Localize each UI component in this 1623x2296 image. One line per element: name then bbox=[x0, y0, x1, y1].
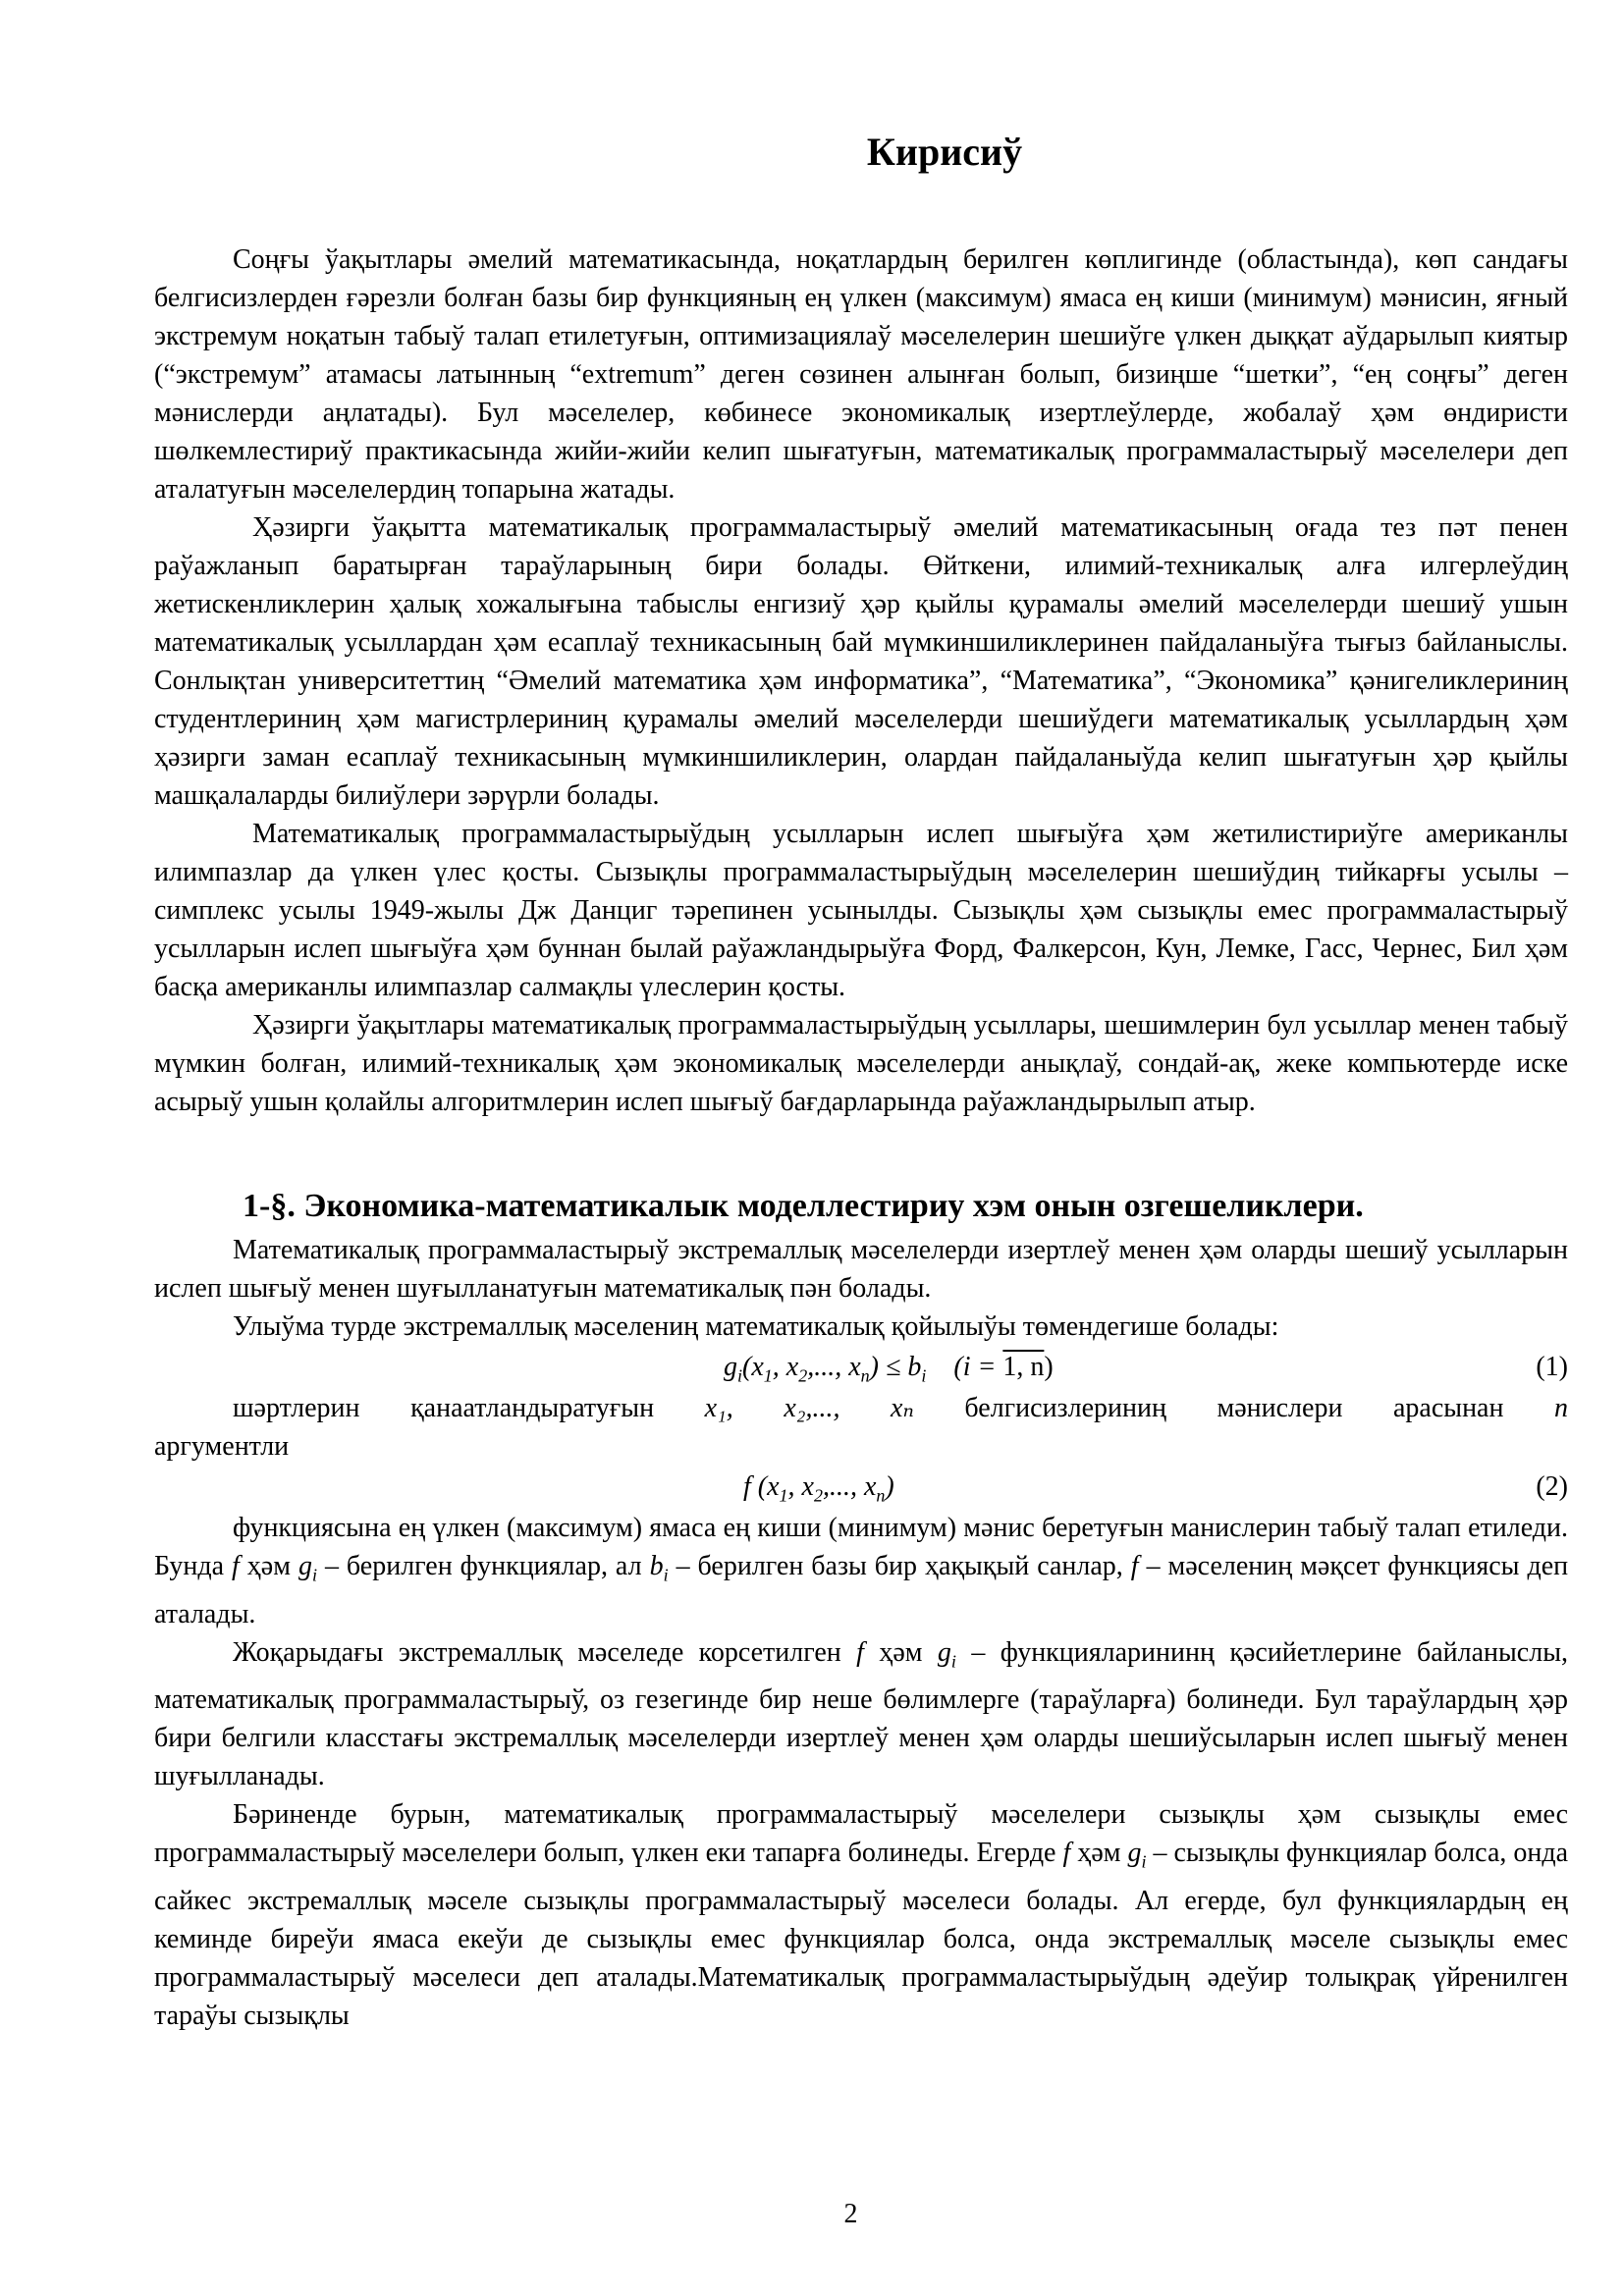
args-line: аргументли bbox=[154, 1431, 290, 1462]
intro-section bbox=[154, 240, 1568, 1121]
conditions-line: шәртлерин қанаатландыратуғын x₁, x₂,..., xₙ белгисизлериниң мәнислери арасынан n bbox=[233, 1393, 1569, 1423]
formula-1 bbox=[154, 1346, 1568, 1389]
intro-paragraph: Математикалық программаластырыўдың усылларын ислеп шығыўға ҳәм жетилистириўге американлы илимпазлар да үлкен үлес қосты. Сызықлы программаластырыўдың мәселелерин шешиўдиң тийкарғы усылы – симплекс усылы 1949-жылы Дж Данциг тәрепинен усынылды. Сызықлы ҳәм сызықлы емес программаластырыў усылларын ислеп шығыўға ҳәм буннан былай раўажландырыўға Форд, Фалкерсон, Кун, Лемке, Гасс, Чернес, Бил ҳәм басқа американлы илимпазлар салмақлы үлеслерин қосты. bbox=[154, 819, 1568, 1002]
formula-2 bbox=[154, 1466, 1568, 1509]
page-title: Кирисиў bbox=[866, 130, 1023, 174]
section-heading: 1-§. Экономика-математикалык моделлестириу хэм онын озгешеликлери. bbox=[243, 1188, 1364, 1224]
formula-2-expression: f ($x_1$, $x_2$,..., $x_n$) bbox=[743, 1471, 894, 1506]
page-number: 2 bbox=[843, 2199, 858, 2229]
section-paragraph: функциясына ең үлкен (максимум) ямаса ең киши (минимум) мәнис беретуғын манислерин табыў талап етиледи. Бунда f ҳәм $g_i$ – берилген функциялар, ал $b_i$ – берилген базы бир ҳақықый санлар, f – мәселениң мәқсет функциясы деп аталады. bbox=[154, 1513, 1569, 1629]
section-paragraph: Математикалық программаластырыў экстремаллық мәселелерди изертлеў менен ҳәм оларды шешиў усылларын ислеп шығыў менен шуғылланатуғын математикалық пән болады. bbox=[154, 1235, 1568, 1304]
formula-1-expression: $g_i(x_1$, $x_2$,..., $x_n) \le b_i$ (i = 1, n) bbox=[724, 1352, 1054, 1386]
intro-paragraph: Ҳәзирги ўақытлары математикалық программаластырыўдың усыллары, шешимлерин бул усыллар менен табыў мүмкин болған, илимий-техникалық ҳәм экономикалық мәселелерди анықлаў, сондай-ақ, жеке компьютерде иске асырыў ушын қолайлы алгоритмлерин ислеп шығыў бағдарларында раўажландырылып атыр. bbox=[154, 1010, 1568, 1117]
section-paragraph: Бәриненде бурын, математикалық программаластырыў мәселелери сызықлы ҳәм сызықлы емес программаластырыў мәселелери болып, үлкен еки тапарға болинеды. Егерде f ҳәм $g_i$ – сызықлы функциялар болса, онда сайкес экстремаллық мәселе сызықлы программаластырыў мәселеси болады. Ал егерде, бул функциялардың ең кеминде биреўи ямаса екеўи де сызықлы емес функциялар болса, онда экстремаллық мәселе сызықлы емес программаластырыў мәселеси деп аталады.Математикалық программаластырыўдың әдеўир толықрақ үйренилген тараўы сызықлы bbox=[154, 1799, 1569, 2031]
formula-2-number: (2) bbox=[1536, 1471, 1568, 1502]
formula-1-number: (1) bbox=[1536, 1352, 1568, 1382]
intro-paragraph: Соңғы ўақытлары әмелий математикасында, ноқатлардың берилген көплигинде (областында), көп сандағы белгисизлерден ғәрезли болған базы бир функцияның ең үлкен (максимум) ямаса ең киши (минимум) мәнисин, яғный экстремум ноқатын табыў талап етилетуғын, оптимизациялаў мәселелерин шешиўге үлкен дыққат аўдарылып киятыр (“экстремум” атамасы латынның “extremum” деген сөзинен алынған болып, бизиңше “шетки”, “ең соңғы” деген мәнислерди аңлатады). Бул мәселелер, көбинесе экономикалық изертлеўлерде, жобалаў ҳәм өндиристи шөлкемлестириў практикасында жийи-жийи келип шығатуғын, математикалық программаластырыў мәселелери деп аталатуғын мәселелердиң топарына жатады. bbox=[154, 244, 1568, 505]
intro-paragraph: Ҳәзирги ўақытта математикалық программаластырыў әмелий математикасының оғада тез пәт пенен раўажланып баратырған тараўларының бири болады. Өйткени, илимий-техникалық алға илгерлеўдиң жетискенликлерин ҳалық хожалығына табыслы енгизиў ҳәр қыйлы қурамалы әмелий мәселелерди шешиў ушын математикалық усыллардан ҳәм есаплаў техникасының бай мүмкиншиликлеринен пайдаланыўға тығыз байланыслы. Сонлықтан университеттиң “Әмелий математика ҳәм информатика”, “Математика”, “Экономика” қәнигеликлериниң студентлериниң ҳәм магистрлериниң қурамалы әмелий мәселелерди шешиўдеги математикалық усыллардың ҳәм ҳәзирги заман есаплаў техникасының мүмкиншиликлерин, олардан пайдаланыўда келип шығатуғын ҳәр қыйлы машқалаларды билиўлери зәрүрли болады. bbox=[154, 512, 1568, 811]
section-paragraph: Улыўма турде экстремаллық мәселениң математикалық қойылыўы төмендегише болады: bbox=[233, 1311, 1279, 1342]
section-paragraph: Жоқарыдағы экстремаллық мәселеде корсетилген f ҳәм $g_i$ – функцияларининң қәсийетлерине байланыслы, математикалық программаластырыў, оз гезегинде бир неше бөлимлерге (тараўларға) болинеди. Бул тараўлардың ҳәр бири белгили класстағы экстремаллық мәселелерди изертлеў менен ҳәм оларды шешиўсыларын ислеп шығыў менен шуғылланады. bbox=[154, 1636, 1569, 1792]
document-page bbox=[154, 108, 1568, 2035]
